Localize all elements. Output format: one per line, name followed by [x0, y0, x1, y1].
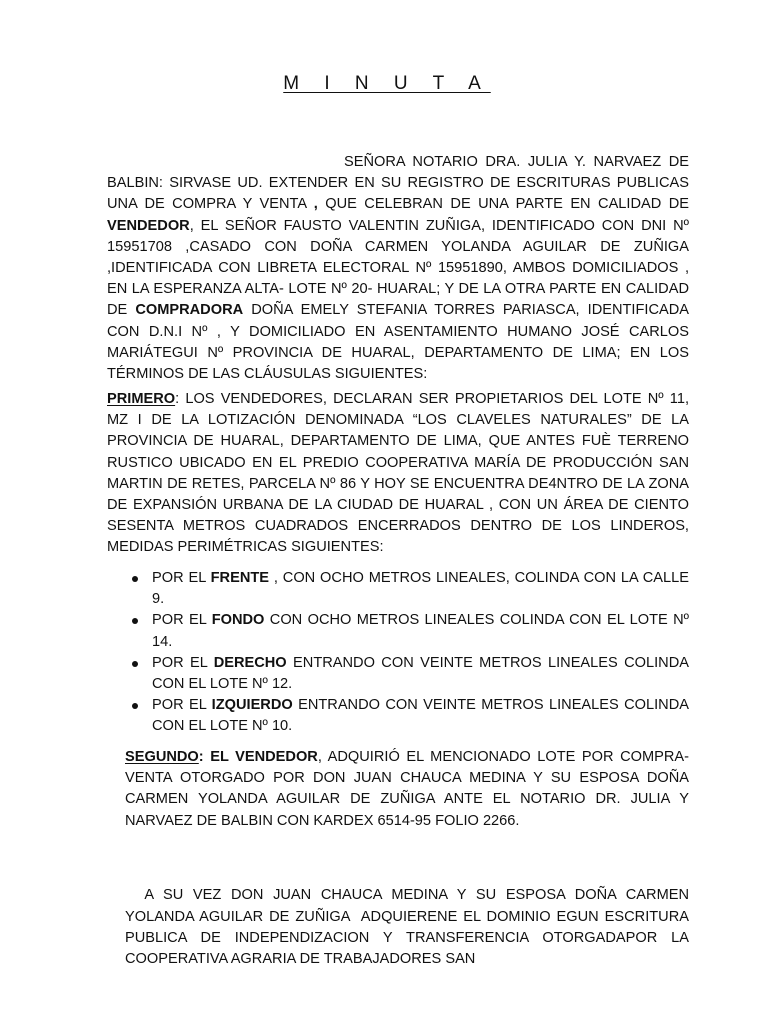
segundo-text: , ADQUIRIÓ EL MENCIONADO LOTE POR COMPRA-VENTA OTORGADO POR DON JUAN CHAUCA MEDINA Y SU ESPOSA DOÑA CARMEN YOLANDA AGUILAR DE ZUÑIGA ANTE EL NOTARIO DR. JULIA Y NARVAEZ DE BALBIN CON KARDEX 6514-95 FOLIO 2266.: [125, 749, 689, 829]
compradora-label: COMPRADORA: [135, 302, 244, 319]
document-title: M I N U T A: [283, 73, 491, 94]
list-item: POR EL FONDO CON OCHO METROS LINEALES COLINDA CON EL LOTE Nº 14.: [107, 610, 689, 652]
el-vendedor-label: EL VENDEDOR: [203, 749, 318, 765]
intro-text-3: , EL SEÑOR FAUSTO VALENTIN ZUÑIGA, IDENTIFICADO CON DNI Nº 15951708 ,CASADO CON DOÑA CARMEN YOLANDA AGUILAR DE ZUÑIGA ,IDENTIFICADA CON LIBRETA ELECTORAL Nº 15951890, AMBOS DOMICILIADOS , EN LA ESPERANZA ALTA- LOTE Nº 20- HUARAL; Y DE LA OTRA PARTE EN CALIDAD DE: [107, 217, 689, 319]
fondo-label: FONDO: [211, 612, 265, 629]
final-paragraph: [125, 843, 694, 991]
boundaries-list: [107, 568, 689, 738]
bullet-icon: [132, 576, 138, 582]
intro-paragraph: [107, 152, 689, 385]
final-paragraph-text: A SU VEZ DON JUAN CHAUCA MEDINA Y SU ESPOSA DOÑA CARMEN YOLANDA AGUILAR DE ZUÑIGA ADQUIERENE EL DOMINIO EGUN ESCRITURA PUBLICA DE INDEPENDIZACION Y TRANSFERENCIA OTORGADAPOR LA COOPERATIVA AGRARIA DE TRABAJADORES SAN: [125, 887, 694, 968]
frente-label: FRENTE: [210, 570, 270, 586]
bullet-icon: [132, 661, 138, 667]
segundo-heading: SEGUNDO: [125, 749, 199, 765]
vendedor-label: VENDEDOR: [107, 217, 190, 234]
intro-bold-comma: ,: [313, 196, 318, 213]
list-item: POR EL FRENTE , CON OCHO METROS LINEALES, COLINDA CON LA CALLE 9.: [107, 568, 689, 610]
primero-clause: [107, 389, 689, 559]
izquierdo-label: IZQUIERDO: [211, 697, 293, 714]
intro-text-1: SEÑORA NOTARIO DRA. JULIA Y. NARVAEZ DE BALBIN: SIRVASE UD. EXTENDER EN SU REGISTRO DE ESCRITURAS PUBLICAS UNA DE COMPRA Y VENTA: [107, 154, 689, 213]
derecho-label: DERECHO: [213, 654, 287, 671]
intro-text-2: QUE CELEBRAN DE UNA PARTE EN CALIDAD DE: [317, 196, 689, 213]
bullet-icon: [132, 703, 138, 709]
list-item: POR EL DERECHO ENTRANDO CON VEINTE METROS LINEALES COLINDA CON EL LOTE Nº 12.: [107, 653, 689, 695]
primero-text: : LOS VENDEDORES, DECLARAN SER PROPIETARIOS DEL LOTE Nº 11, MZ I DE LA LOTIZACIÓN DENOMINADA “LOS CLAVELES NATURALES” DE LA PROVINCIA DE HUARAL, DEPARTAMENTO DE LIMA, QUE ANTES FUÈ TERRENO RUSTICO UBICADO EN EL PREDIO COOPERATIVA MARÍA DE PRODUCCIÓN SAN MARTIN DE RETES, PARCELA Nº 86 Y HOY SE ENCUENTRA DE4NTRO DE LA ZONA DE EXPANSIÓN URBANA DE LA CIUDAD DE HUARAL , CON UN ÁREA DE CIENTO SESENTA METROS CUADRADOS ENCERRADOS DENTRO DE LOS LINDEROS, MEDIDAS PERIMÉTRICAS SIGUIENTES:: [107, 391, 689, 556]
list-item: POR EL IZQUIERDO ENTRANDO CON VEINTE METROS LINEALES COLINDA CON EL LOTE Nº 10.: [107, 695, 689, 737]
primero-heading: PRIMERO: [107, 391, 176, 407]
segundo-clause: SEGUNDO: EL VENDEDOR, ADQUIRIÓ EL MENCIONADO LOTE POR COMPRA-VENTA OTORGADO POR DON JUAN CHAUCA MEDINA Y SU ESPOSA DOÑA CARMEN YOLANDA AGUILAR DE ZUÑIGA ANTE EL NOTARIO DR. JULIA Y NARVAEZ DE BALBIN CON KARDEX 6514-95 FOLIO 2266.: [125, 749, 689, 829]
intro-text-4: DOÑA EMELY STEFANIA TORRES PARIASCA, IDENTIFICADA CON D.N.I Nº , Y DOMICILIADO EN ASENTAMIENTO HUMANO JOSÉ CARLOS MARIÁTEGUI Nº PROVINCIA DE HUARAL, DEPARTAMENTO DE LIMA; EN LOS TÉRMINOS DE LAS CLÁUSULAS SIGUIENTES:: [107, 302, 689, 383]
bullet-icon: [132, 618, 138, 624]
